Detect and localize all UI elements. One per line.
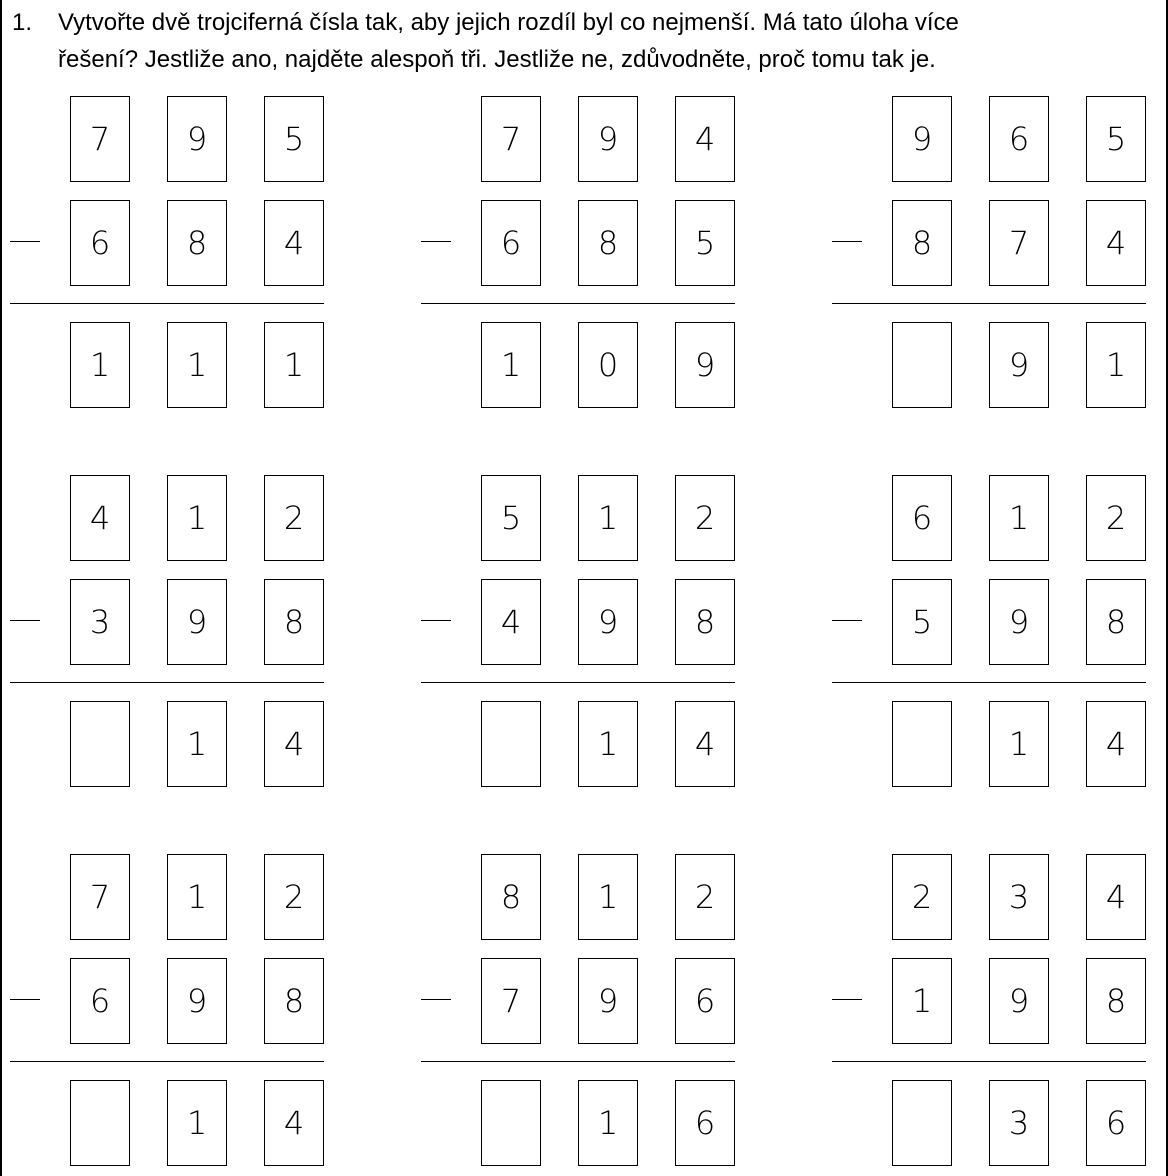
- minuend-digit-box[interactable]: 1: [167, 854, 227, 940]
- subtrahend-digit-box[interactable]: 9: [578, 579, 638, 665]
- subtrahend-digit-box[interactable]: 9: [989, 579, 1049, 665]
- subtrahend-digit-box[interactable]: 8: [892, 200, 952, 286]
- minuend-digit-box[interactable]: 1: [578, 854, 638, 940]
- minuend-digit-box[interactable]: 3: [989, 854, 1049, 940]
- result-digit-box[interactable]: [892, 701, 952, 787]
- subtraction-problem: [832, 854, 1162, 1174]
- task-number: 1.: [12, 9, 33, 36]
- result-digit-box[interactable]: 1: [578, 701, 638, 787]
- subtrahend-digit-box[interactable]: 6: [70, 958, 130, 1044]
- subtraction-problem: [421, 854, 751, 1174]
- subtrahend-digit-box[interactable]: 6: [481, 200, 541, 286]
- result-digit-box[interactable]: 3: [989, 1080, 1049, 1166]
- minuend-digit-box[interactable]: 2: [892, 854, 952, 940]
- subtrahend-digit-box[interactable]: 8: [675, 579, 735, 665]
- subtrahend-digit-box[interactable]: 9: [167, 958, 227, 1044]
- result-digit-box[interactable]: [481, 701, 541, 787]
- minuend-digit-box[interactable]: 5: [264, 96, 324, 182]
- minuend-digit-box[interactable]: 4: [675, 96, 735, 182]
- result-digit-box[interactable]: [892, 1080, 952, 1166]
- minuend-digit-box[interactable]: 1: [989, 475, 1049, 561]
- minuend-digit-box[interactable]: 9: [892, 96, 952, 182]
- result-digit-box[interactable]: 4: [1086, 701, 1146, 787]
- minuend-digit-box[interactable]: 9: [578, 96, 638, 182]
- subtrahend-digit-box[interactable]: 9: [167, 579, 227, 665]
- subtraction-problem: [421, 475, 751, 795]
- minuend-digit-box[interactable]: 2: [264, 475, 324, 561]
- result-line: [421, 1061, 735, 1062]
- subtraction-problem: [10, 96, 340, 416]
- minuend-digit-box[interactable]: 6: [892, 475, 952, 561]
- result-digit-box[interactable]: 9: [675, 322, 735, 408]
- result-digit-box[interactable]: [892, 322, 952, 408]
- minuend-digit-box[interactable]: 8: [481, 854, 541, 940]
- subtrahend-digit-box[interactable]: 8: [1086, 958, 1146, 1044]
- minuend-digit-box[interactable]: 4: [70, 475, 130, 561]
- minus-sign: [10, 241, 40, 242]
- result-digit-box[interactable]: 4: [264, 701, 324, 787]
- subtrahend-digit-box[interactable]: 4: [1086, 200, 1146, 286]
- task-text-line-1: Vytvořte dvě trojciferná čísla tak, aby jejich rozdíl byl co nejmenší. Má tato úloha více: [58, 9, 959, 36]
- result-digit-box[interactable]: 1: [167, 1080, 227, 1166]
- result-line: [10, 682, 324, 683]
- result-digit-box[interactable]: [70, 1080, 130, 1166]
- result-digit-box[interactable]: 1: [481, 322, 541, 408]
- minuend-digit-box[interactable]: 7: [70, 96, 130, 182]
- result-digit-box[interactable]: 1: [264, 322, 324, 408]
- subtrahend-digit-box[interactable]: 5: [892, 579, 952, 665]
- result-digit-box[interactable]: 1: [578, 1080, 638, 1166]
- subtrahend-digit-box[interactable]: 4: [481, 579, 541, 665]
- result-digit-box[interactable]: 4: [675, 701, 735, 787]
- subtrahend-digit-box[interactable]: 6: [70, 200, 130, 286]
- result-line: [10, 1061, 324, 1062]
- result-digit-box[interactable]: 6: [1086, 1080, 1146, 1166]
- minus-sign: [421, 241, 451, 242]
- subtrahend-digit-box[interactable]: 5: [675, 200, 735, 286]
- subtrahend-digit-box[interactable]: 8: [264, 579, 324, 665]
- minus-sign: [832, 999, 862, 1000]
- minuend-digit-box[interactable]: 1: [167, 475, 227, 561]
- task-text: [58, 4, 1148, 78]
- result-digit-box[interactable]: 0: [578, 322, 638, 408]
- minuend-digit-box[interactable]: 5: [481, 475, 541, 561]
- subtrahend-digit-box[interactable]: 4: [264, 200, 324, 286]
- minuend-digit-box[interactable]: 1: [578, 475, 638, 561]
- result-digit-box[interactable]: [70, 701, 130, 787]
- subtraction-problem: [10, 475, 340, 795]
- minuend-digit-box[interactable]: 2: [675, 854, 735, 940]
- result-digit-box[interactable]: 6: [675, 1080, 735, 1166]
- subtrahend-digit-box[interactable]: 1: [892, 958, 952, 1044]
- result-digit-box[interactable]: 1: [167, 322, 227, 408]
- result-line: [832, 682, 1146, 683]
- result-line: [10, 303, 324, 304]
- result-line: [421, 682, 735, 683]
- subtraction-problem: [832, 96, 1162, 416]
- subtrahend-digit-box[interactable]: 3: [70, 579, 130, 665]
- minus-sign: [832, 241, 862, 242]
- result-line: [421, 303, 735, 304]
- minuend-digit-box[interactable]: 4: [1086, 854, 1146, 940]
- result-digit-box[interactable]: 1: [1086, 322, 1146, 408]
- subtrahend-digit-box[interactable]: 9: [578, 958, 638, 1044]
- minus-sign: [421, 620, 451, 621]
- result-digit-box[interactable]: 4: [264, 1080, 324, 1166]
- subtraction-problem: [832, 475, 1162, 795]
- subtrahend-digit-box[interactable]: 9: [989, 958, 1049, 1044]
- result-digit-box[interactable]: [481, 1080, 541, 1166]
- subtrahend-digit-box[interactable]: 8: [1086, 579, 1146, 665]
- result-digit-box[interactable]: 1: [70, 322, 130, 408]
- result-line: [832, 1061, 1146, 1062]
- subtrahend-digit-box[interactable]: 7: [989, 200, 1049, 286]
- minuend-digit-box[interactable]: 7: [481, 96, 541, 182]
- minuend-digit-box[interactable]: 2: [264, 854, 324, 940]
- minus-sign: [10, 620, 40, 621]
- minuend-digit-box[interactable]: 9: [167, 96, 227, 182]
- subtrahend-digit-box[interactable]: 7: [481, 958, 541, 1044]
- minuend-digit-box[interactable]: 6: [989, 96, 1049, 182]
- minus-sign: [421, 999, 451, 1000]
- result-digit-box[interactable]: 1: [989, 701, 1049, 787]
- task-text-line-2: řešení? Jestliže ano, najděte alespoň tři. Jestliže ne, zdůvodněte, proč tomu tak je.: [58, 46, 936, 73]
- subtrahend-digit-box[interactable]: 8: [167, 200, 227, 286]
- minuend-digit-box[interactable]: 7: [70, 854, 130, 940]
- minus-sign: [832, 620, 862, 621]
- subtraction-problem: [421, 96, 751, 416]
- subtrahend-digit-box[interactable]: 6: [675, 958, 735, 1044]
- minuend-digit-box[interactable]: 2: [1086, 475, 1146, 561]
- minus-sign: [10, 999, 40, 1000]
- subtrahend-digit-box[interactable]: 8: [578, 200, 638, 286]
- result-line: [832, 303, 1146, 304]
- result-digit-box[interactable]: 1: [167, 701, 227, 787]
- minuend-digit-box[interactable]: 5: [1086, 96, 1146, 182]
- subtraction-problem: [10, 854, 340, 1174]
- subtrahend-digit-box[interactable]: 8: [264, 958, 324, 1044]
- result-digit-box[interactable]: 9: [989, 322, 1049, 408]
- minuend-digit-box[interactable]: 2: [675, 475, 735, 561]
